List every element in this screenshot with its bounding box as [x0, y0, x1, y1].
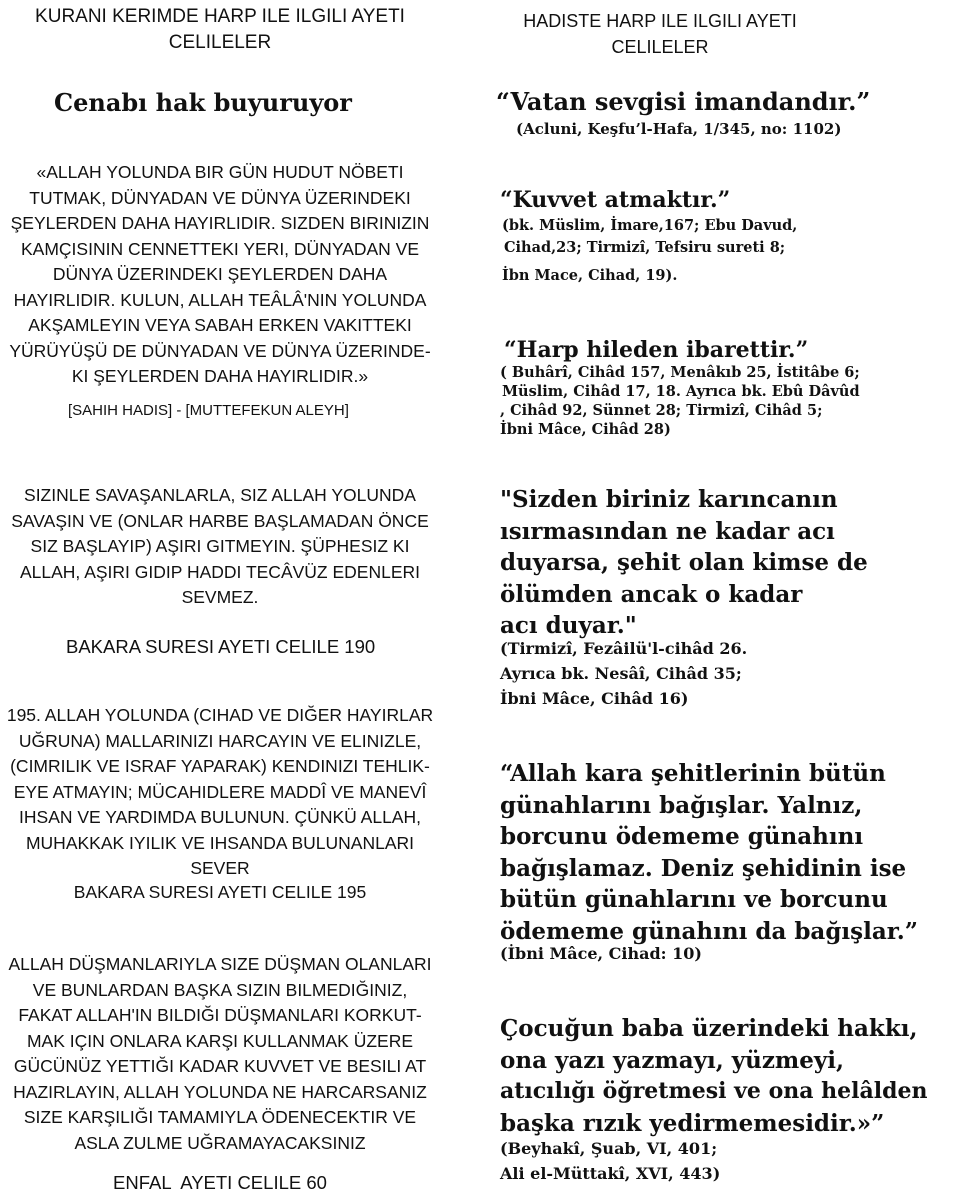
- reference-line: Cihad,23; Tirmizî, Tefsiru sureti 8;: [504, 239, 786, 256]
- reference-line: Ayrıca bk. Nesâî, Cihâd 35;: [500, 664, 742, 683]
- right-header-line: HADISTE HARP ILE ILGILI AYETI: [523, 11, 797, 31]
- verse-line: YÜRÜYÜŞÜ DE DÜNYADAN VE DÜNYA ÜZERINDE-: [9, 340, 431, 361]
- reference-line: İbni Mâce, Cihâd 28): [500, 421, 671, 438]
- hadith-2-reference: [502, 215, 797, 287]
- verse-line: HAZIRLAYIN, ALLAH YOLUNDA NE HARCARSANIZ: [13, 1081, 427, 1102]
- verse-line: ALLAH, AŞIRI GIDIP HADDI TECÂVÜZ EDENLERI: [19, 561, 421, 582]
- hadith-1-quote: “Vatan sevgisi imandandır.”: [496, 87, 871, 116]
- hadith-6-quote: [500, 1013, 928, 1139]
- left-column-header: [0, 4, 440, 56]
- verse-1-source: [SAHIH HADIS] - [MUTTEFEKUN ALEYH]: [68, 402, 349, 419]
- quote-line: Çocuğun baba üzerindeki hakkı,: [500, 1015, 918, 1042]
- quote-line: duyarsa, şehit olan kimse de: [500, 549, 868, 576]
- left-section-title: Cenabı hak buyuruyor: [54, 88, 352, 117]
- verse-line: HAYIRLIDIR. KULUN, ALLAH TEÂLÂ'NIN YOLUNDA: [13, 289, 427, 310]
- reference-line: (bk. Müslim, İmare,167; Ebu Davud,: [502, 217, 798, 234]
- hadith-4-reference: [500, 636, 747, 711]
- reference-line: ( Buhârî, Cihâd 157, Menâkıb 25, İstitâbe 6;: [500, 364, 860, 381]
- quote-line: borcunu ödememe günahını: [500, 823, 864, 850]
- verse-line: MUHAKKAK IYILIK VE IHSANDA BULUNANLARI: [25, 832, 415, 853]
- verse-line: GÜCÜNÜZ YETTIĞI KADAR KUVVET VE BESILI AT: [13, 1056, 427, 1076]
- quote-line: bütün günahlarını ve borcunu: [500, 886, 888, 913]
- verse-line: ASLA ZULME UĞRAMAYACAKSINIZ: [74, 1132, 366, 1153]
- verse-line: KAMÇISININ CENNETTEKI YERI, DÜNYADAN VE: [20, 238, 420, 259]
- hadith-6-reference: [500, 1136, 720, 1186]
- verse-line: ALLAH DÜŞMANLARIYLA SIZE DÜŞMAN OLANLARI: [8, 954, 432, 974]
- quote-line: başka rızık yedirmemesidir.»”: [500, 1109, 885, 1137]
- reference-line: Ali el-Müttakî, XVI, 443): [500, 1164, 721, 1183]
- verse-2-source: BAKARA SURESI AYETI CELILE 190: [66, 636, 376, 657]
- verse-line: «ALLAH YOLUNDA BIR GÜN HUDUT NÖBETI: [36, 162, 404, 182]
- quote-line: ödememe günahını da bağışlar.”: [500, 917, 918, 945]
- quote-line: acı duyar.": [500, 612, 637, 639]
- verse-line: SIZINLE SAVAŞANLARLA, SIZ ALLAH YOLUNDA: [24, 485, 416, 505]
- verse-block-1: [0, 160, 440, 390]
- verse-line: KI ŞEYLERDEN DAHA HAYIRLIDIR.»: [71, 366, 369, 386]
- hadith-5-reference: (İbni Mâce, Cihad: 10): [500, 944, 702, 963]
- quote-line: günahlarını bağışlar. Yalnız,: [500, 791, 863, 819]
- verse-line: SIZE KARŞILIĞI TAMAMIYLA ÖDENECEKTIR VE: [23, 1107, 417, 1127]
- verse-block-3: [0, 703, 440, 882]
- verse-line: SAVAŞIN VE (ONLAR HARBE BAŞLAMADAN ÖNCE: [11, 510, 429, 531]
- hadith-5-quote: [500, 758, 918, 947]
- right-header-line: CELILELER: [611, 37, 709, 57]
- hadith-1-reference: (Acluni, Keşfu’l-Hafa, 1/345, no: 1102): [516, 120, 842, 138]
- verse-3-source: BAKARA SURESI AYETI CELILE 195: [73, 882, 367, 902]
- right-column-header: [490, 8, 830, 60]
- verse-line: MAK IÇIN ONLARA KARŞI KULLANMAK ÜZERE: [26, 1030, 414, 1051]
- verse-4-source: ENFAL AYETI CELILE 60: [113, 1172, 327, 1193]
- hadith-3-reference: [500, 363, 860, 439]
- verse-line: VE BUNLARDAN BAŞKA SIZIN BILMEDIĞINIZ,: [32, 979, 408, 1000]
- quote-line: ısırmasından ne kadar acı: [500, 517, 835, 545]
- verse-line: FAKAT ALLAH'IN BILDIĞI DÜŞMANLARI KORKUT-: [18, 1005, 422, 1025]
- reference-line: İbn Mace, Cihad, 19).: [502, 267, 678, 284]
- reference-line: (Tirmizî, Fezâilü'l-cihâd 26.: [500, 639, 748, 658]
- hadith-2-quote: “Kuvvet atmaktır.”: [500, 187, 731, 213]
- verse-line: (CIMRILIK VE ISRAF YAPARAK) KENDINIZI TEHLIK-: [10, 756, 430, 776]
- verse-line: DÜNYA ÜZERINDEKI ŞEYLERDEN DAHA: [52, 264, 388, 284]
- left-header-line: KURANI KERIMDE HARP ILE ILGILI AYETI: [35, 6, 405, 27]
- verse-block-4: [0, 952, 440, 1156]
- reference-line: İbni Mâce, Cihâd 16): [500, 689, 689, 708]
- reference-line: Müslim, Cihâd 17, 18. Ayrıca bk. Ebû Dâvûd: [502, 383, 860, 400]
- verse-line: SEVMEZ.: [181, 587, 259, 607]
- reference-line: (Beyhakî, Şuab, VI, 401;: [500, 1139, 718, 1158]
- quote-line: “Allah kara şehitlerinin bütün: [500, 760, 886, 787]
- verse-line: TUTMAK, DÜNYADAN VE DÜNYA ÜZERINDEKI: [29, 187, 411, 208]
- verse-line: EYE ATMAYIN; MÜCAHIDLERE MADDÎ VE MANEVÎ: [13, 781, 427, 802]
- quote-line: ona yazı yazmayı, yüzmeyi,: [500, 1046, 844, 1074]
- left-header-line: CELILELER: [168, 32, 272, 53]
- verse-block-2: [0, 483, 440, 611]
- quote-line: ölümden ancak o kadar: [500, 580, 803, 608]
- verse-line: ŞEYLERDEN DAHA HAYIRLIDIR. SIZDEN BIRINIZIN: [10, 213, 430, 233]
- hadith-3-quote: “Harp hileden ibarettir.”: [504, 337, 809, 363]
- reference-line: , Cihâd 92, Sünnet 28; Tirmizî, Cihâd 5;: [500, 402, 823, 419]
- quote-line: "Sizden biriniz karıncanın: [500, 486, 838, 513]
- quote-line: atıcılığı öğretmesi ve ona helâlden: [500, 1078, 928, 1104]
- verse-line: SIZ BAŞLAYIP) AŞIRI GITMEYIN. ŞÜPHESIZ KI: [30, 536, 410, 556]
- verse-line: UĞRUNA) MALLARINIZI HARCAYIN VE ELINIZLE,: [18, 730, 422, 751]
- hadith-4-quote: [500, 484, 868, 642]
- verse-line: SEVER: [190, 858, 250, 878]
- verse-line: IHSAN VE YARDIMDA BULUNUN. ÇÜNKÜ ALLAH,: [19, 807, 421, 827]
- verse-line: 195. ALLAH YOLUNDA (CIHAD VE DIĞER HAYIRLAR: [6, 705, 434, 725]
- quote-line: bağışlamaz. Deniz şehidinin ise: [500, 854, 907, 882]
- verse-line: AKŞAMLEYIN VEYA SABAH ERKEN VAKITTEKI: [28, 315, 412, 335]
